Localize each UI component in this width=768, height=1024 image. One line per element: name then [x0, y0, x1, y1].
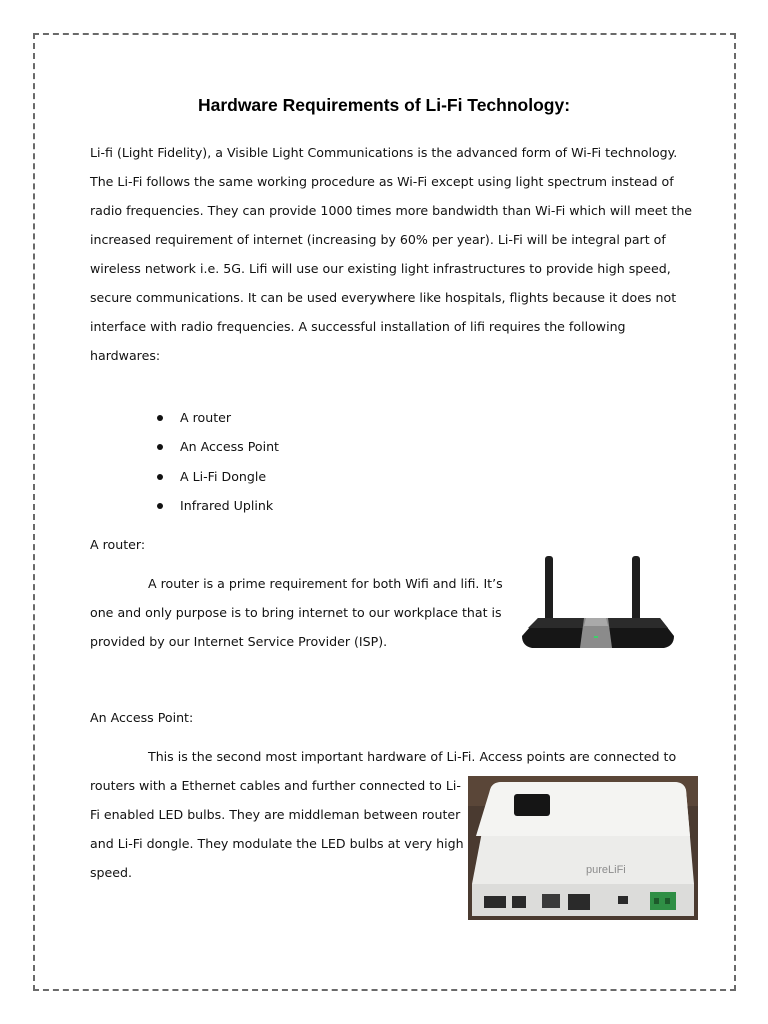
access-point-line: speed. [90, 865, 133, 880]
router-line: A router is a prime requirement for both Wifi and lifi. It’s [148, 576, 503, 591]
list-item: An Access Point [156, 432, 279, 461]
list-item: A Li-Fi Dongle [156, 462, 279, 491]
intro-paragraph [90, 138, 692, 370]
access-point-line: This is the second most important hardware of Li-Fi. Access points are connected to [148, 749, 677, 764]
router-line: provided by our Internet Service Provider (ISP). [90, 634, 388, 649]
list-item: Infrared Uplink [156, 491, 279, 520]
bullet-icon [157, 474, 163, 480]
access-point-line: routers with a Ethernet cables and further connected to Li- [90, 778, 461, 793]
list-item: A router [156, 403, 279, 432]
router-paragraph [90, 569, 503, 656]
access-point-line: Fi enabled LED bulbs. They are middleman between router [90, 807, 461, 822]
access-point-line: and Li-Fi dongle. They modulate the LED bulbs at very high [90, 836, 464, 851]
access-point-image [468, 776, 698, 920]
bullet-icon [157, 415, 163, 421]
router-line: one and only purpose is to bring internet to our workplace that is [90, 605, 502, 620]
intro-line: The Li-Fi follows the same working procedure as Wi-Fi except using light spectrum instead of [90, 174, 674, 189]
hardware-list [156, 403, 279, 520]
intro-line: interface with radio frequencies. A successful installation of lifi requires the following [90, 319, 626, 334]
bullet-icon [157, 444, 163, 450]
router-heading: A router: [90, 537, 146, 552]
document-title: Hardware Requirements of Li-Fi Technology: [197, 95, 571, 115]
intro-line: Li-fi (Light Fidelity), a Visible Light Communications is the advanced form of Wi-Fi technology. [90, 145, 678, 160]
intro-line: secure communications. It can be used everywhere like hospitals, flights because it does not [90, 290, 677, 305]
device-brand-label: pureLiFi [586, 864, 626, 876]
intro-line: hardwares: [90, 348, 161, 363]
router-image [518, 548, 678, 656]
intro-line: increased requirement of internet (increasing by 60% per year). Li-Fi will be integral part of [90, 232, 666, 247]
bullet-icon [157, 503, 163, 509]
intro-line: wireless network i.e. 5G. Lifi will use our existing light infrastructures to provide high speed, [90, 261, 671, 276]
intro-line: radio frequencies. They can provide 1000 times more bandwidth than Wi-Fi which will meet the [90, 203, 693, 218]
access-point-heading: An Access Point: [90, 710, 194, 725]
